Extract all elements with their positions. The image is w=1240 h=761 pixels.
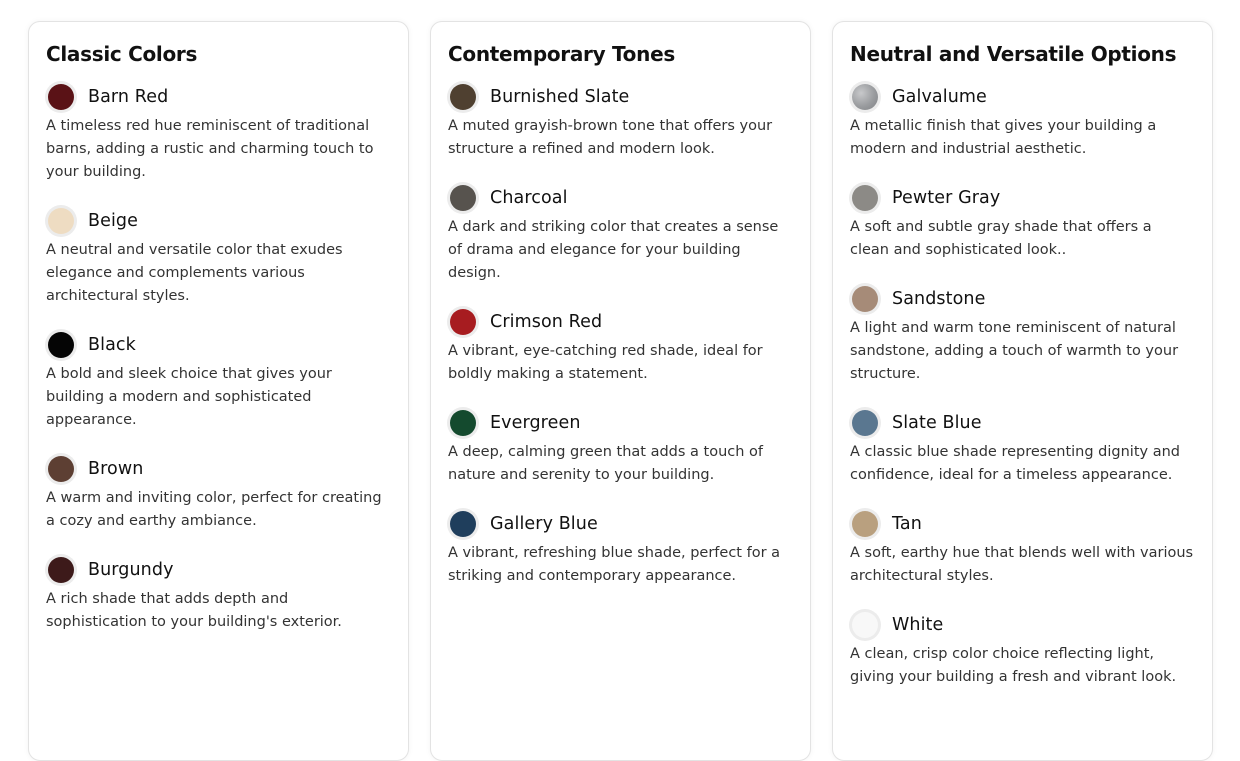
color-swatch-icon — [450, 511, 476, 537]
color-description: A vibrant, eye-catching red shade, ideal for boldly making a statement. — [448, 343, 763, 382]
color-item-charcoal — [448, 182, 792, 285]
color-name: Slate Blue — [892, 413, 982, 433]
color-swatch-icon — [852, 185, 878, 211]
color-item-crimson-red — [448, 306, 792, 386]
card-contemporary-tones — [430, 21, 811, 761]
color-swatch-icon — [852, 84, 878, 110]
color-name: Gallery Blue — [490, 514, 598, 534]
color-description: A neutral and versatile color that exudes elegance and complements various architectural styles. — [46, 242, 343, 304]
color-description: A warm and inviting color, perfect for creating a cozy and earthy ambiance. — [46, 490, 382, 529]
color-name: Beige — [88, 211, 139, 231]
color-swatch-icon — [48, 557, 74, 583]
color-description: A classic blue shade representing dignity and confidence, ideal for a timeless appearance. — [850, 444, 1180, 483]
color-name: Sandstone — [892, 289, 986, 309]
color-description: A soft, earthy hue that blends well with various architectural styles. — [850, 545, 1194, 584]
color-name: Black — [88, 335, 136, 355]
color-name: Burnished Slate — [490, 87, 630, 107]
color-name: Charcoal — [490, 188, 568, 208]
color-item-pewter-gray — [850, 182, 1194, 262]
color-item-white — [850, 609, 1194, 689]
color-name: Burgundy — [88, 560, 174, 580]
color-description: A clean, crisp color choice reflecting light, giving your building a fresh and vibrant look. — [850, 646, 1177, 685]
color-description: A vibrant, refreshing blue shade, perfect for a striking and contemporary appearance. — [448, 545, 781, 584]
color-item-burnished-slate — [448, 81, 792, 161]
color-description: A rich shade that adds depth and sophistication to your building's exterior. — [46, 591, 342, 630]
color-swatch-icon — [852, 612, 878, 638]
color-item-sandstone — [850, 283, 1194, 386]
color-item-galvalume — [850, 81, 1194, 161]
color-swatch-icon — [48, 456, 74, 482]
color-name: Barn Red — [88, 87, 169, 107]
color-description: A soft and subtle gray shade that offers a clean and sophisticated look.. — [850, 219, 1152, 258]
color-swatch-icon — [450, 84, 476, 110]
color-item-black — [46, 329, 390, 432]
color-description: A light and warm tone reminiscent of natural sandstone, adding a touch of warmth to your structure. — [850, 320, 1179, 382]
color-swatch-icon — [48, 84, 74, 110]
color-item-barn-red — [46, 81, 390, 184]
color-swatch-icon — [852, 410, 878, 436]
card-title: Classic Colors — [46, 42, 198, 66]
color-swatch-icon — [48, 208, 74, 234]
card-classic-colors — [28, 21, 409, 761]
color-description: A bold and sleek choice that gives your building a modern and sophisticated appearance. — [46, 366, 332, 428]
color-item-evergreen — [448, 407, 792, 487]
color-description: A deep, calming green that adds a touch of nature and serenity to your building. — [448, 444, 764, 483]
color-item-slate-blue — [850, 407, 1194, 487]
color-swatch-icon — [450, 410, 476, 436]
color-swatch-icon — [852, 286, 878, 312]
card-neutral-versatile — [832, 21, 1213, 761]
color-name: Evergreen — [490, 413, 581, 433]
color-swatch-icon — [48, 332, 74, 358]
color-name: White — [892, 615, 944, 635]
color-name: Tan — [892, 514, 922, 534]
color-swatch-icon — [450, 309, 476, 335]
color-description: A timeless red hue reminiscent of traditional barns, adding a rustic and charming touch to your building. — [46, 118, 374, 180]
color-item-brown — [46, 453, 390, 533]
color-description: A metallic finish that gives your building a modern and industrial aesthetic. — [850, 118, 1157, 157]
color-swatch-icon — [450, 185, 476, 211]
color-item-beige — [46, 205, 390, 308]
color-name: Crimson Red — [490, 312, 603, 332]
color-description: A dark and striking color that creates a sense of drama and elegance for your building design. — [448, 219, 779, 281]
color-name: Galvalume — [892, 87, 987, 107]
card-title: Contemporary Tones — [448, 42, 675, 66]
color-item-burgundy — [46, 554, 390, 634]
color-item-tan — [850, 508, 1194, 588]
color-name: Brown — [88, 459, 144, 479]
color-name: Pewter Gray — [892, 188, 1001, 208]
color-description: A muted grayish-brown tone that offers your structure a refined and modern look. — [448, 118, 773, 157]
card-title: Neutral and Versatile Options — [850, 42, 1177, 66]
color-swatch-icon — [852, 511, 878, 537]
color-item-gallery-blue — [448, 508, 792, 588]
